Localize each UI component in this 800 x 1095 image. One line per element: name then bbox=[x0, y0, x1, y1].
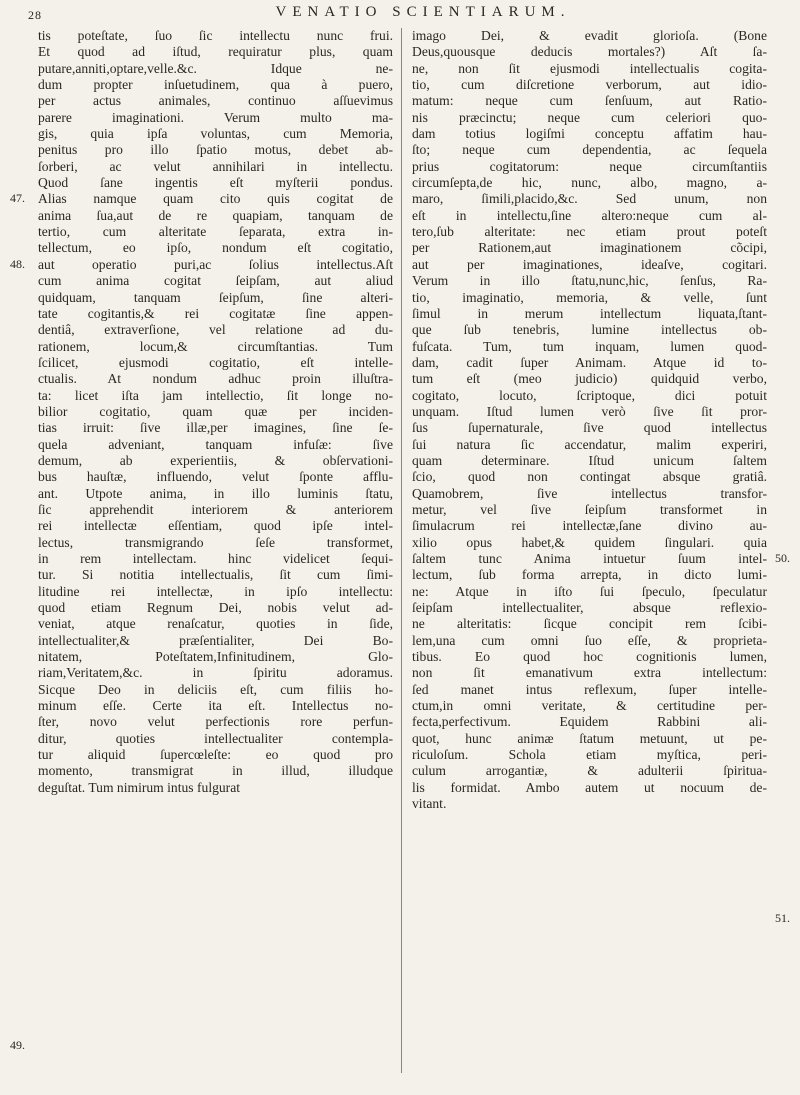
text-line: tibus. Eo quod hoc cognitionis lumen, bbox=[412, 649, 767, 665]
text-line: tis poteſtate, ſuo ſic intellectu nunc frui. bbox=[38, 28, 393, 43]
text-line: Et quod ad iſtud, requiratur plus, quam bbox=[38, 44, 393, 60]
margin-number-50: 50. bbox=[775, 551, 790, 565]
text-line: fecta,perfectivum. Equidem Rabbini ali- bbox=[412, 714, 767, 730]
text-line: ſcilicet, ejusmodi cogitatio, eſt intelle- bbox=[38, 354, 393, 370]
text-line: vitant. bbox=[412, 796, 447, 812]
text-line: riculoſum. Schola etiam myſtica, peri- bbox=[412, 747, 767, 763]
text-line: matum: neque cum ſenſuum, aut Ratio- bbox=[412, 93, 767, 109]
text-line: Quod ſane ingentis eſt myſterii pondus. bbox=[38, 175, 393, 191]
text-line: quot, hunc animæ ſtatum metuunt, ut pe- bbox=[412, 730, 767, 746]
text-line: dum propter inſuetudinem, qua à puero, bbox=[38, 77, 393, 93]
text-line: dentiâ, extraverſione, vel relatione ad du- bbox=[38, 322, 393, 338]
text-line: ctum,in omni veritate, & certitudine per- bbox=[412, 698, 767, 714]
text-line: culum arrogantiæ, & adulterii ſpiritua- bbox=[412, 763, 767, 779]
text-line: ne: Atque in iſto ſui ſpeculo, ſpeculatur bbox=[412, 583, 767, 599]
text-line: ſeipſam intellectualiter, absque reflexio- bbox=[412, 600, 767, 616]
text-line: tero,ſub alteritate: nec etiam prout poteſt bbox=[412, 224, 767, 240]
text-line: tate cogitantis,& rei cogitatæ ſine appen- bbox=[38, 305, 393, 321]
text-line: ne, non ſit ejusmodi intellectualis cogita- bbox=[412, 60, 767, 76]
text-line: non ſit emanativum extra intellectum: bbox=[412, 665, 767, 681]
text-line: ctualis. At nondum adhuc proin illuſtra- bbox=[38, 371, 393, 387]
margin-number-48: 48. bbox=[10, 257, 25, 271]
right-column bbox=[412, 28, 767, 813]
text-line: cogitato, locuto, ſcriptoque, dici potuit bbox=[412, 387, 767, 403]
text-line: ſorberi, ac velut annihilari in intellectu. bbox=[38, 158, 393, 174]
text-line: ſui natura ſic accendatur, malim experiri, bbox=[412, 436, 767, 452]
text-line: Verum in illo ſtatu,nunc,hic, ſenſus, Ra- bbox=[412, 273, 767, 289]
text-line: eſt in intellectu,ſine altero:neque cum al- bbox=[412, 207, 767, 223]
margin-number-49: 49. bbox=[10, 1038, 25, 1052]
text-line: minum eſſe. Certe ita eſt. Intellectus no- bbox=[38, 698, 393, 714]
running-title: VENATIO SCIENTIARUM. bbox=[275, 4, 571, 20]
text-line: deguſtat. Tum nimirum intus fulgurat bbox=[38, 779, 241, 795]
text-line: ſimul in merum intellectum liquata,ſtant- bbox=[412, 305, 767, 321]
text-line: Quamobrem, ſive intellectus transfor- bbox=[412, 485, 767, 501]
text-line: bus hauſtæ, influendo, velut ſponte afflu- bbox=[38, 469, 393, 485]
text-line: ſed manet intus reflexum, ſuper intelle- bbox=[412, 681, 767, 697]
text-line: ta: licet iſta jam intellectio, ſit longe no- bbox=[38, 387, 393, 403]
text-line: riam,Veritatem,&c. in ſpiritu adoramus. bbox=[38, 665, 393, 681]
margin-number-47: 47. bbox=[10, 191, 25, 205]
text-line: demum, ab experientiis, & obſervationi- bbox=[38, 452, 393, 468]
text-line: tias irruit: ſive illæ,per imagines, ſine ſe- bbox=[38, 420, 393, 436]
margin-number-51: 51. bbox=[775, 911, 790, 925]
text-line: dam, cadit ſuper Animam. Atque id to- bbox=[412, 354, 767, 370]
text-line: putare,anniti,optare,velle.&c. Idque ne- bbox=[38, 60, 393, 76]
text-line: ſter, novo velut perfectionis rore perfun- bbox=[38, 714, 393, 730]
page-header bbox=[28, 4, 768, 24]
text-line: metur, vel ſive ſeipſum transformet in bbox=[412, 501, 767, 517]
text-line: veniat, atque renaſcatur, quoties in ſide, bbox=[38, 616, 393, 632]
text-line: litudine rei intellectæ, in ipſo intellectu: bbox=[38, 583, 393, 599]
text-line: bilior cogitatio, quam quæ per inciden- bbox=[38, 403, 393, 419]
text-line: imago Dei, & evadit glorioſa. (Bone bbox=[412, 28, 767, 43]
text-line: aut per imaginationes, ideaſve, cogitari. bbox=[412, 256, 767, 272]
text-line: parere imaginationi. Verum multo ma- bbox=[38, 109, 393, 125]
page-number: 28 bbox=[28, 8, 42, 22]
text-line: anima ſua,aut de re quapiam, tanquam de bbox=[38, 207, 393, 223]
text-line: xilio opus habet,& quidem ſingulari. quia bbox=[412, 534, 767, 550]
text-line: rei intellectæ eſſentiam, quod ipſe intel- bbox=[38, 518, 393, 534]
text-line: gis, quia ipſa voluntas, cum Memoria, bbox=[38, 126, 393, 142]
text-line: per actus animales, continuo aſſuevimus bbox=[38, 93, 393, 109]
text-line: penitus pro illo ſpatio motus, debet ab- bbox=[38, 142, 393, 158]
text-line: aut operatio puri,ac ſolius intellectus.Aſt bbox=[38, 256, 393, 272]
text-line: lectum, ſub forma arrepta, in dicto lumi- bbox=[412, 567, 767, 583]
text-line: prius cogitatorum: neque circumſtantiis bbox=[412, 158, 767, 174]
text-line: Alias namque quam cito quis cogitat de bbox=[38, 191, 393, 207]
text-line: momento, transmigrat in illud, illudque bbox=[38, 763, 393, 779]
text-line: ſus ſupernaturale, ſive quod intellectus bbox=[412, 420, 767, 436]
text-line: unquam. Iſtud lumen verò ſive ſit pror- bbox=[412, 403, 767, 419]
text-line: rationem, locum,& circumſtantias. Tum bbox=[38, 338, 393, 354]
text-line: quod etiam Regnum Dei, nobis velut ad- bbox=[38, 600, 393, 616]
text-line: dam totius logiſmi conceptu affatim hau- bbox=[412, 126, 767, 142]
text-line: tio, imaginatio, memoria, & velle, ſunt bbox=[412, 289, 767, 305]
text-line: tum eſt (meo judicio) quidquid verbo, bbox=[412, 371, 767, 387]
text-line: tur. Si notitia intellectualis, ſit cum ſimi- bbox=[38, 567, 393, 583]
text-line: fuſcata. Tum, tum inquam, lumen quod- bbox=[412, 338, 767, 354]
text-line: tio, cum diſcretione verborum, aut idio- bbox=[412, 77, 767, 93]
text-line: quidquam, tanquam ſeipſum, ſine alteri- bbox=[38, 289, 393, 305]
text-line: cum anima cogitat ſeipſam, aut aliud bbox=[38, 273, 393, 289]
text-line: lis formidat. Ambo autem ut nocuum de- bbox=[412, 779, 767, 795]
text-line: lectus, transmigrando ſeſe transformet, bbox=[38, 534, 393, 550]
text-line: ſto; neque cum dependentia, ac ſequela bbox=[412, 142, 767, 158]
text-line: maro, ſimili,placido,&c. Sed unum, non bbox=[412, 191, 767, 207]
text-line: que ſub tenebris, lumine intellectus ob- bbox=[412, 322, 767, 338]
text-line: ant. Utpote anima, in illo luminis ſtatu, bbox=[38, 485, 393, 501]
text-line: tur aliquid ſupercœleſte: eo quod pro bbox=[38, 747, 393, 763]
text-line: nitatem, Poteſtatem,Infinitudinem, Glo- bbox=[38, 649, 393, 665]
text-line: per Rationem,aut imaginationem cõcipi, bbox=[412, 240, 767, 256]
text-line: quela adveniant, tanquam infuſæ: ſive bbox=[38, 436, 393, 452]
text-line: ſaltem tunc Anima intuetur ſuum intel- bbox=[412, 551, 767, 566]
text-line: intellectualiter,& præſentialiter, Dei Bo- bbox=[38, 632, 393, 648]
left-column bbox=[38, 28, 402, 1073]
text-line: ditur, quoties intellectualiter contempla- bbox=[38, 730, 393, 746]
text-line: tellectum, eo ipſo, nondum eſt cogitatio, bbox=[38, 240, 393, 256]
text-line: circumſepta,de hic, nunc, albo, magno, a- bbox=[412, 175, 767, 191]
text-line: tertio, cum alteritate ſeparata, extra in- bbox=[38, 224, 393, 240]
text-line: Sicque Deo in deliciis eſt, cum filiis ho- bbox=[38, 681, 393, 697]
text-line: quam determinare. Iſtud unicum ſaltem bbox=[412, 452, 767, 468]
text-line: in rem intellectam. hinc videlicet ſequi- bbox=[38, 551, 393, 566]
text-line: ſcio, quod non contingat absque gratiâ. bbox=[412, 469, 767, 485]
text-line: ne alteritatis: ſicque concipit rem ſcibi- bbox=[412, 616, 767, 632]
text-line: nis præcinctu; neque cum celeriori quo- bbox=[412, 109, 767, 125]
text-line: lem,una cum omni ſuo eſſe, & proprieta- bbox=[412, 632, 767, 648]
text-line: Deus,quousque deducis mortales?) Aſt ſa- bbox=[412, 44, 767, 60]
text-line: ſimulacrum rei intellectæ,ſane divino au- bbox=[412, 518, 767, 534]
text-line: ſic apprehendit interiorem & anteriorem bbox=[38, 501, 393, 517]
